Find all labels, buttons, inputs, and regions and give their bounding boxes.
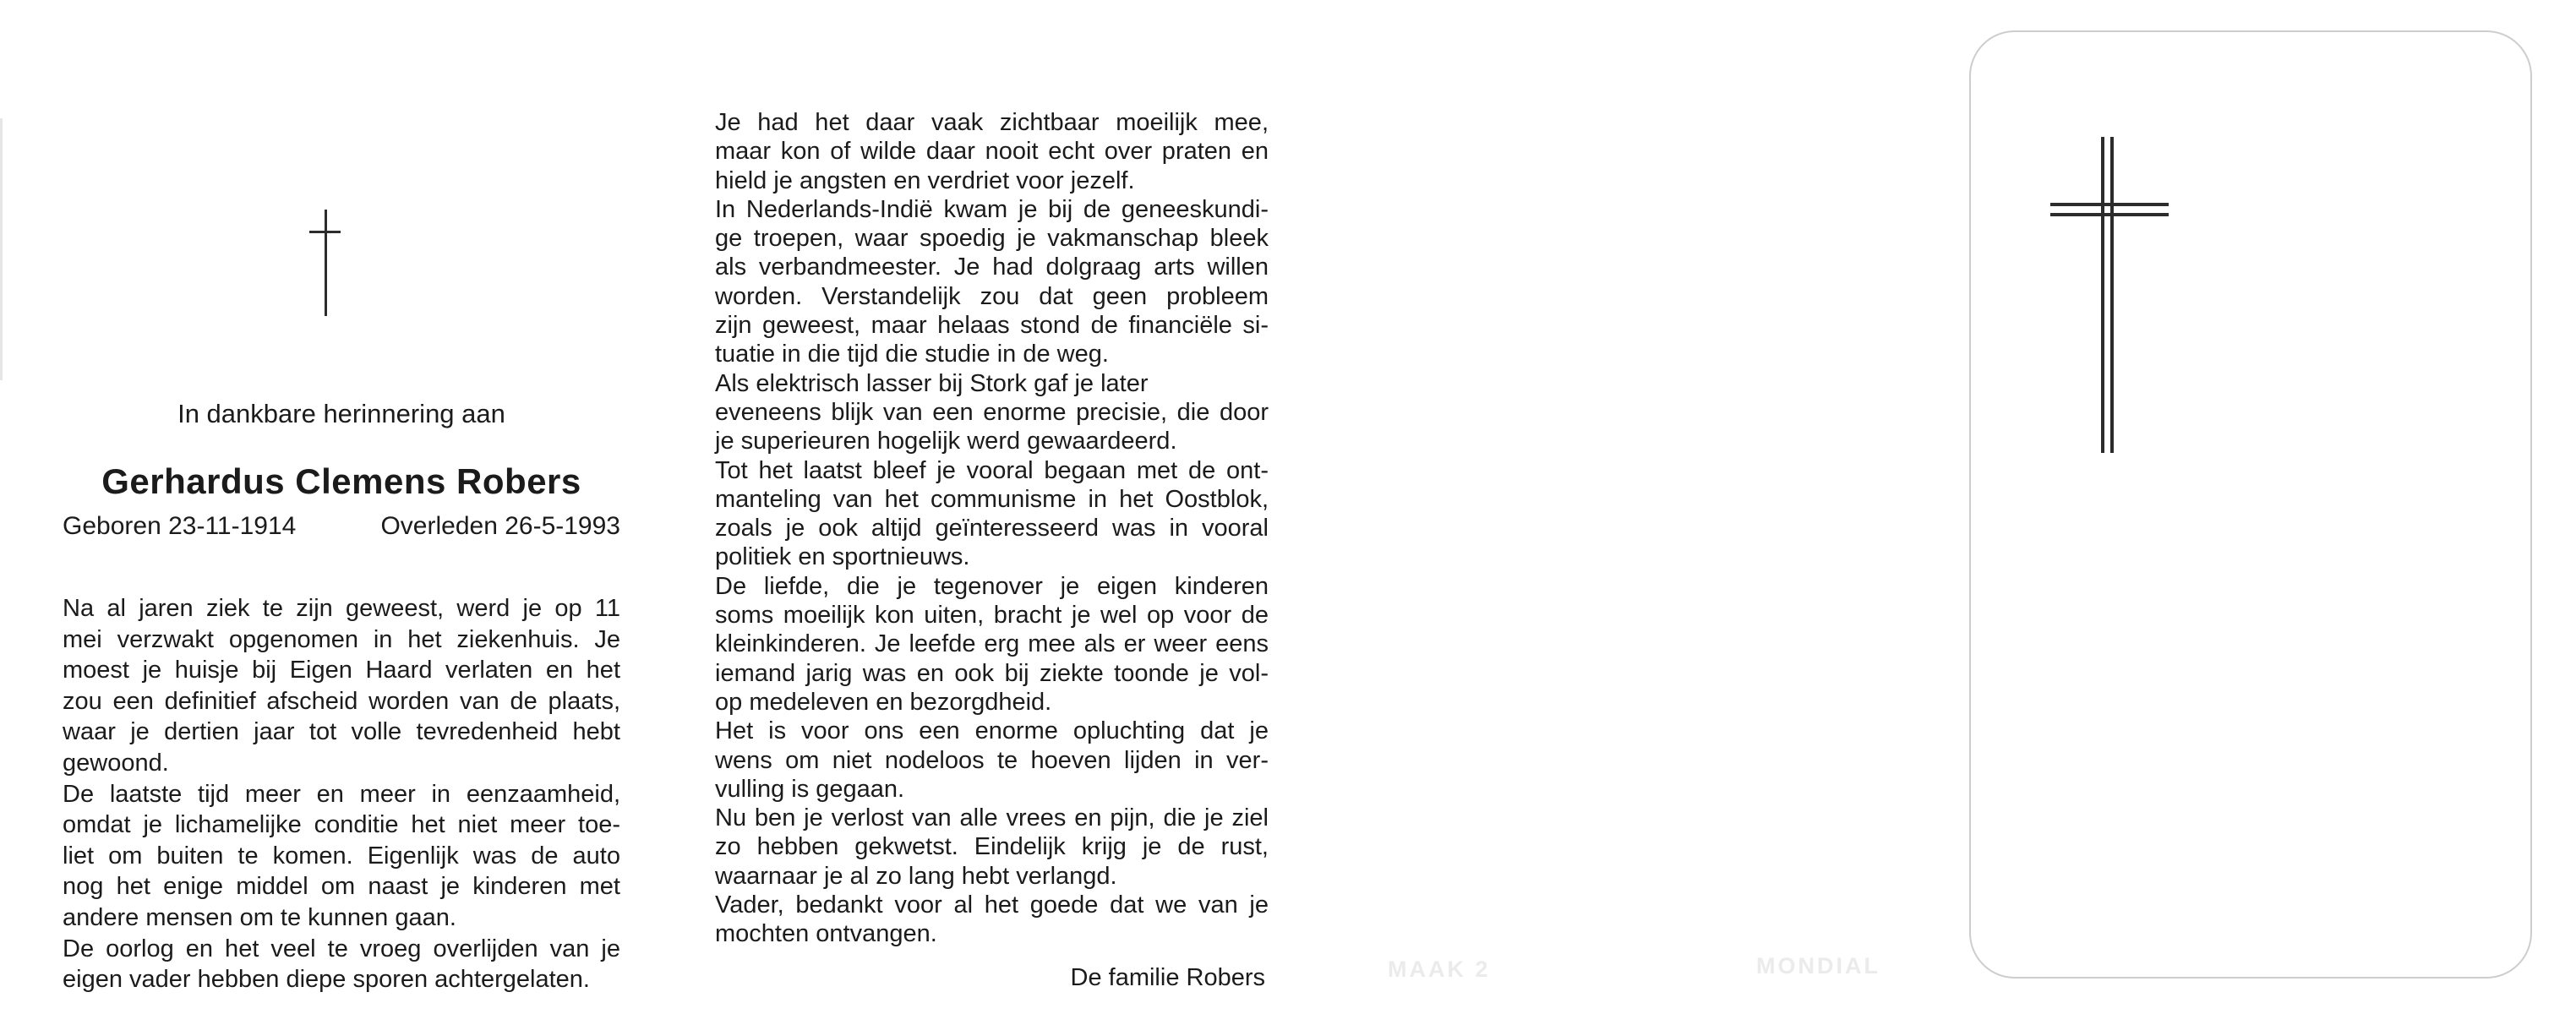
middle-panel: [715, 108, 1269, 992]
text-line: zou een definitief afscheid worden van de plaats,: [63, 687, 620, 715]
text-line: Nu ben je verlost van alle vrees en pijn, die je ziel: [715, 804, 1269, 832]
text-line: hield je angsten en verdriet voor jezelf.: [715, 166, 1135, 194]
text-line: De liefde, die je tegenover je eigen kinderen: [715, 572, 1269, 600]
text-line: moest je huisje bij Eigen Haard verlaten en het: [63, 657, 620, 684]
text-line: liet om buiten te komen. Eigenlijk was de auto: [63, 842, 620, 870]
emboss-watermark: MONDIAL: [1756, 953, 1880, 979]
cross-horizontal-line-1: [2050, 203, 2169, 206]
text-line: mochten ontvangen.: [715, 920, 937, 948]
text-line: waar je dertien jaar tot volle tevredenheid hebt: [63, 718, 620, 746]
text-line: worden. Verstandelijk zou dat geen probleem: [715, 282, 1269, 310]
front-cover-card: [1969, 30, 2532, 979]
text-line: politiek en sportnieuws.: [715, 543, 970, 571]
text-line: manteling van het communisme in het Oostblok,: [715, 485, 1269, 513]
scan-artifact-line: [0, 118, 3, 380]
text-line: Vader, bedankt voor al het goede dat we van je: [715, 891, 1269, 919]
text-line: Tot het laatst bleef je vooral begaan met de ont-: [715, 456, 1269, 484]
text-line: Je had het daar vaak zichtbaar moeilijk mee,: [715, 109, 1269, 136]
text-line: ge troepen, waar spoedig je vakmanschap bleek: [715, 225, 1269, 253]
text-line: Het is voor ons een enorme opluchting dat je: [715, 717, 1269, 745]
text-line: andere mensen om te kunnen gaan.: [63, 903, 456, 931]
family-signature: De familie Robers: [1070, 963, 1265, 991]
text-line: De oorlog en het veel te vroeg overlijden van je: [63, 935, 620, 962]
text-line: omdat je lichamelijke conditie het niet meer toe-: [63, 811, 620, 839]
text-line: soms moeilijk kon uiten, bracht je wel op voor de: [715, 602, 1269, 630]
text-line: vulling is gegaan.: [715, 775, 905, 803]
text-line: kleinkinderen. Je leefde erg mee als er weer eens: [715, 630, 1269, 658]
cross-horizontal-line-2: [2050, 213, 2169, 216]
died-date: Overleden 26-5-1993: [380, 512, 620, 540]
text-line: zoals je ook altijd geïnteresseerd was in vooral: [715, 515, 1269, 542]
born-date: Geboren 23-11-1914: [63, 512, 297, 540]
text-line: mei verzwakt opgenomen in het ziekenhuis. Je: [63, 625, 620, 653]
text-line: je superieuren hogelijk werd gewaardeerd.: [715, 428, 1177, 455]
left-panel: [63, 0, 620, 1014]
text-line: De laatste tijd meer en meer in eenzaamheid,: [63, 780, 620, 808]
text-line: zijn geweest, maar helaas stond de financiële si-: [715, 312, 1269, 340]
text-line: maar kon of wilde daar nooit echt over praten en: [715, 138, 1269, 166]
text-line: gewoond.: [63, 749, 169, 777]
text-line: eveneens blijk van een enorme precisie, die door: [715, 398, 1269, 426]
cross-icon-vertical: [325, 210, 327, 316]
text-line: Na al jaren ziek te zijn geweest, werd je op 11: [63, 595, 620, 622]
text-line: tuatie in die tijd die studie in de weg.: [715, 341, 1109, 368]
deceased-name: Gerhardus Clemens Robers: [101, 461, 581, 501]
cross-vertical-line-1: [2101, 137, 2104, 453]
text-line: zo hebben gekwetst. Eindelijk krijg je de rust,: [715, 833, 1269, 861]
middle-panel-body-text: [715, 108, 1269, 949]
dates-row: [63, 512, 620, 541]
left-panel-body-text: [63, 593, 620, 995]
cross-vertical-line-2: [2110, 137, 2114, 453]
text-line: eigen vader hebben diepe sporen achtergelaten.: [63, 966, 590, 994]
text-line: In Nederlands-Indië kwam je bij de geneeskundi-: [715, 195, 1269, 223]
text-line: iemand jarig was en ook bij ziekte toonde je vol-: [715, 659, 1269, 687]
emboss-watermark: MAAK 2: [1388, 957, 1491, 982]
text-line: wens om niet nodeloos te hoeven lijden in ver-: [715, 746, 1269, 774]
text-line: nog het enige middel om naast je kinderen met: [63, 873, 620, 901]
intro-line: In dankbare herinnering aan: [177, 399, 505, 428]
text-line: als verbandmeester. Je had dolgraag arts willen: [715, 254, 1269, 281]
text-line: waarnaar je al zo lang hebt verlangd.: [715, 862, 1117, 890]
text-line: Als elektrisch lasser bij Stork gaf je later: [715, 369, 1149, 397]
cross-icon-horizontal: [309, 231, 341, 233]
text-line: op medeleven en bezorgdheid.: [715, 688, 1052, 716]
